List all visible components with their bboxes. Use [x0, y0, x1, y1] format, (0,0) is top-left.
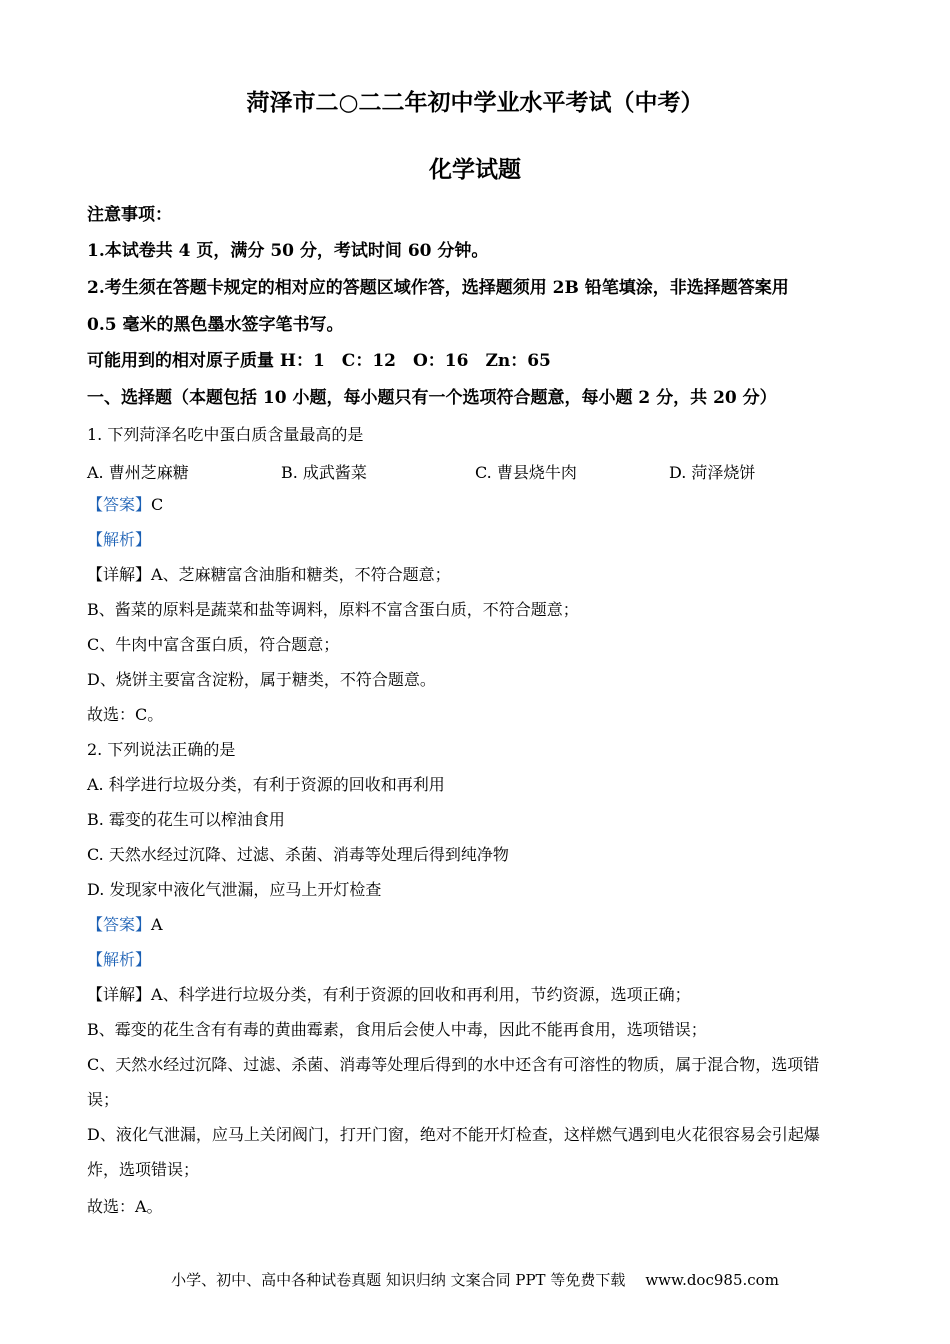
detail-tag: 【详解】 — [87, 985, 152, 1004]
detail-text: A、科学进行垃圾分类，有利于资源的回收和再利用，节约资源，选项正确； — [151, 985, 691, 1004]
question-2-conclusion: 故选：A。 — [87, 1197, 163, 1216]
question-2-detail-c-line-2: 误； — [87, 1090, 120, 1109]
question-2-option-c: C. 天然水经过沉降、过滤、杀菌、消毒等处理后得到纯净物 — [87, 845, 509, 864]
question-1-detail-d: D、烧饼主要富含淀粉，属于糖类，不符合题意。 — [87, 670, 436, 689]
question-2-detail-d-line-1: D、液化气泄漏，应马上关闭阀门，打开门窗，绝对不能开灯检查，这样燃气遇到电火花很容易会引起爆 — [87, 1125, 820, 1144]
question-2-stem: 2. 下列说法正确的是 — [87, 740, 236, 759]
question-1-detail-c: C、牛肉中富含蛋白质，符合题意； — [87, 635, 340, 654]
question-2-option-b: B. 霉变的花生可以榨油食用 — [87, 810, 285, 829]
answer-value: C — [151, 495, 164, 514]
exam-title: 菏泽市二○二二年初中学业水平考试（中考） — [246, 89, 704, 116]
question-1-option-c: C. 曹县烧牛肉 — [475, 463, 577, 482]
detail-text: A、芝麻糖富含油脂和糖类，不符合题意； — [151, 565, 451, 584]
footer-link[interactable]: www.doc985.com — [645, 1271, 779, 1289]
page-footer — [0, 1269, 950, 1290]
question-1-stem: 1. 下列菏泽名吃中蛋白质含量最高的是 — [87, 425, 364, 444]
answer-value: A — [151, 915, 163, 934]
section-heading: 一、选择题（本题包括 10 小题，每小题只有一个选项符合题意，每小题 2 分，共 20 分） — [87, 388, 777, 408]
notice-item-2-line-1: 2.考生须在答题卡规定的相对应的答题区域作答，选择题须用 2B 铅笔填涂，非选择题答案用 — [87, 278, 789, 298]
question-2-detail-c-line-1: C、天然水经过沉降、过滤、杀菌、消毒等处理后得到的水中还含有可溶性的物质，属于混合物，选项错 — [87, 1055, 820, 1074]
notice-item-2-line-2: 0.5 毫米的黑色墨水签字笔书写。 — [87, 315, 344, 335]
question-2-option-d: D. 发现家中液化气泄漏，应马上开灯检查 — [87, 880, 382, 899]
question-1-detail-b: B、酱菜的原料是蔬菜和盐等调料，原料不富含蛋白质，不符合题意； — [87, 600, 579, 619]
notice-item-1: 1.本试卷共 4 页，满分 50 分，考试时间 60 分钟。 — [87, 241, 489, 261]
question-2-option-a: A. 科学进行垃圾分类，有利于资源的回收和再利用 — [87, 775, 445, 794]
detail-tag: 【详解】 — [87, 565, 152, 584]
question-1-option-d: D. 菏泽烧饼 — [669, 463, 756, 482]
atomic-mass-note: 可能用到的相对原子质量 H：1 C：12 O：16 Zn：65 — [87, 351, 551, 371]
footer-text: 小学、初中、高中各种试卷真题 知识归纳 文案合同 PPT 等免费下载 — [171, 1271, 626, 1289]
answer-tag: 【答案】 — [87, 495, 152, 514]
exam-subtitle: 化学试题 — [429, 156, 521, 183]
question-1-conclusion: 故选：C。 — [87, 705, 164, 724]
question-1-option-a: A. 曹州芝麻糖 — [87, 463, 189, 482]
question-1-option-b: B. 成武酱菜 — [281, 463, 367, 482]
answer-tag: 【答案】 — [87, 915, 152, 934]
question-1-analysis-tag: 【解析】 — [87, 530, 152, 549]
notice-heading: 注意事项： — [87, 205, 172, 225]
question-2-detail-a — [87, 985, 867, 1005]
question-1-answer — [87, 495, 867, 515]
question-2-detail-d-line-2: 炸，选项错误； — [87, 1160, 200, 1179]
question-1-detail-a — [87, 565, 867, 585]
question-2-analysis-tag: 【解析】 — [87, 950, 152, 969]
question-2-answer — [87, 915, 867, 935]
question-2-detail-b: B、霉变的花生含有有毒的黄曲霉素，食用后会使人中毒，因此不能再食用，选项错误； — [87, 1020, 707, 1039]
